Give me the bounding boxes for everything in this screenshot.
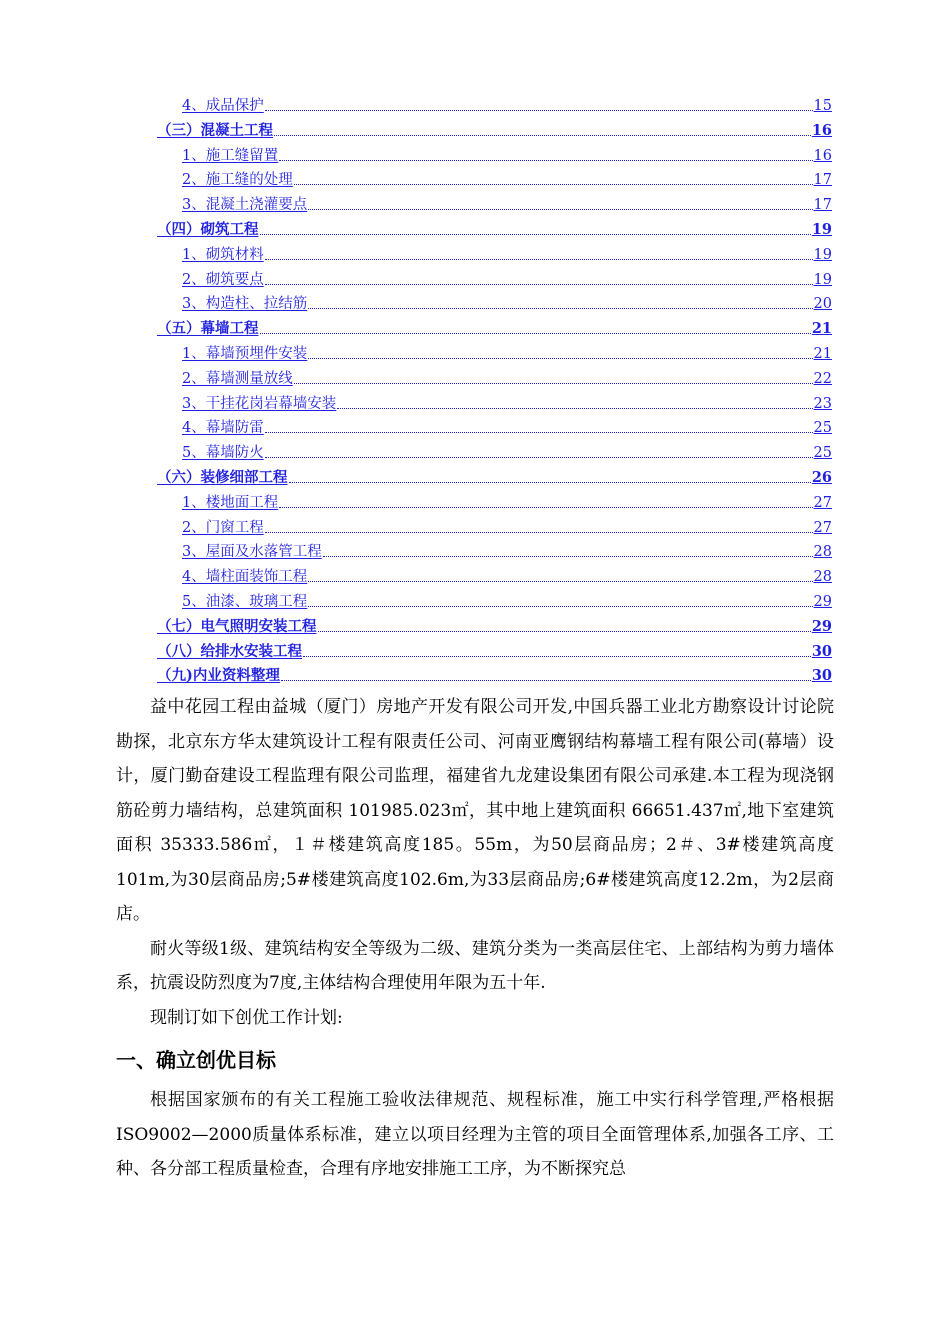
toc-entry-title[interactable]: 4、成品保护 [182, 98, 264, 114]
toc-entry[interactable] [0, 640, 832, 665]
toc-entry-page-number[interactable]: 16 [811, 121, 832, 139]
toc-entry[interactable] [0, 516, 832, 541]
toc-entry-title[interactable]: （八）给排水安装工程 [157, 642, 302, 660]
toc-entry[interactable] [0, 168, 832, 193]
toc-entry-page-number[interactable]: 21 [811, 320, 832, 338]
toc-dot-leader [265, 519, 813, 533]
toc-entry-page-number[interactable]: 22 [813, 370, 832, 387]
toc-dot-leader [308, 593, 812, 607]
toc-dot-leader [281, 667, 811, 681]
toc-dot-leader [308, 196, 812, 210]
toc-entry[interactable] [0, 243, 832, 268]
toc-dot-leader [308, 568, 812, 582]
toc-entry-page-number[interactable]: 30 [811, 642, 832, 660]
toc-dot-leader [308, 345, 812, 359]
toc-dot-leader [337, 395, 812, 409]
toc-entry-title[interactable]: 4、墙柱面装饰工程 [182, 569, 308, 586]
toc-entry-page-number[interactable]: 20 [813, 296, 832, 313]
toc-entry-title[interactable]: 2、门窗工程 [182, 519, 264, 536]
toc-entry-page-number[interactable]: 29 [811, 617, 832, 635]
toc-dot-leader [260, 320, 811, 334]
toc-entry-title[interactable]: 4、幕墙防雷 [182, 420, 264, 437]
toc-entry[interactable] [0, 441, 832, 466]
toc-dot-leader [265, 271, 813, 285]
toc-entry[interactable] [0, 664, 832, 689]
table-of-contents [0, 94, 950, 689]
section-heading: 一、确立创优目标 [116, 1048, 276, 1072]
toc-entry-title[interactable]: （五）幕墙工程 [157, 320, 259, 338]
toc-dot-leader [303, 643, 811, 657]
toc-entry-title[interactable]: 3、构造柱、拉结筋 [182, 296, 308, 313]
toc-entry-title[interactable]: 2、幕墙测量放线 [182, 370, 293, 387]
toc-entry-page-number[interactable]: 16 [813, 147, 832, 164]
plan-intro-paragraph: 现制订如下创优工作计划: [150, 1007, 343, 1028]
toc-entry[interactable] [0, 193, 832, 218]
document-body [116, 690, 834, 1187]
toc-entry[interactable] [0, 491, 832, 516]
toc-dot-leader [323, 543, 813, 557]
toc-entry-title[interactable]: （四）砌筑工程 [157, 220, 259, 238]
toc-entry-title[interactable]: 5、油漆、玻璃工程 [182, 593, 308, 610]
toc-entry-title[interactable]: 1、施工缝留置 [182, 147, 279, 164]
toc-entry[interactable] [0, 466, 832, 491]
toc-entry-title[interactable]: （三）混凝土工程 [157, 121, 273, 139]
toc-entry-title[interactable]: 1、砌筑材料 [182, 246, 264, 263]
toc-entry-page-number[interactable]: 19 [813, 246, 832, 263]
intro-paragraph: 益中花园工程由益城（厦门）房地产开发有限公司开发,中国兵器工业北方勘察设计讨论院勘探，北京东方华太建筑设计工程有限责任公司、河南亚鹰钢结构幕墙工程有限公司(幕墙）设计，厦门勤奋建设工程监理有限公司监理，福建省九龙建设集团有限公司承建.本工程为现浇钢筋砼剪力墙结构，总建筑面积 101985.023㎡，其中地上建筑面积 66651.437㎡,地下室建筑面积 35333.586㎡，１＃楼建筑高度185。55m，为50层商品房；2＃、3#楼建筑高度101m,为30层商品房;5#楼建筑高度102.6m,为33层商品房;6#楼建筑高度12.2m，为2层商店。 [116, 697, 834, 924]
toc-entry-title[interactable]: 1、楼地面工程 [182, 494, 279, 511]
toc-entry-title[interactable]: 3、干挂花岗岩幕墙安装 [182, 395, 337, 412]
toc-entry[interactable] [0, 317, 832, 342]
toc-entry-page-number[interactable]: 25 [813, 420, 832, 437]
goal-paragraph: 根据国家颁布的有关工程施工验收法律规范、规程标准，施工中实行科学管理,严格根据ISO9002—2000质量体系标准，建立以项目经理为主管的项目全面管理体系,加强各工序、工种、各分部工程质量检查，合理有序地安排施工工序，为不断探究总 [116, 1090, 834, 1179]
toc-entry-page-number[interactable]: 27 [813, 494, 832, 511]
toc-dot-leader [318, 618, 811, 632]
toc-entry-page-number[interactable]: 29 [813, 593, 832, 610]
toc-entry-page-number[interactable]: 23 [813, 395, 832, 412]
toc-dot-leader [294, 171, 813, 185]
toc-dot-leader [265, 419, 813, 433]
toc-dot-leader [294, 370, 813, 384]
toc-entry-page-number[interactable]: 19 [813, 271, 832, 288]
toc-dot-leader [265, 246, 813, 260]
toc-dot-leader [289, 469, 811, 483]
toc-entry-title[interactable]: 3、混凝土浇灌要点 [182, 197, 308, 214]
toc-entry-page-number[interactable]: 17 [813, 197, 832, 214]
toc-entry-title[interactable]: 5、幕墙防火 [182, 445, 264, 462]
toc-entry-title[interactable]: 2、施工缝的处理 [182, 172, 293, 189]
toc-dot-leader [260, 221, 811, 235]
toc-entry[interactable] [0, 590, 832, 615]
toc-entry-page-number[interactable]: 25 [813, 445, 832, 462]
toc-entry-title[interactable]: 1、幕墙预埋件安装 [182, 345, 308, 362]
toc-dot-leader [274, 122, 811, 136]
toc-entry[interactable] [0, 119, 832, 144]
toc-entry-page-number[interactable]: 27 [813, 519, 832, 536]
toc-entry[interactable] [0, 268, 832, 293]
toc-entry-page-number[interactable]: 30 [811, 667, 832, 685]
toc-dot-leader [279, 147, 812, 161]
toc-entry-page-number[interactable]: 21 [813, 345, 832, 362]
toc-dot-leader [265, 97, 813, 111]
toc-entry[interactable] [0, 367, 832, 392]
toc-entry-title[interactable]: （九)内业资料整理 [157, 667, 280, 685]
toc-dot-leader [265, 444, 813, 458]
toc-entry-title[interactable]: 2、砌筑要点 [182, 271, 264, 288]
toc-entry[interactable] [0, 218, 832, 243]
toc-entry-page-number[interactable]: 15 [813, 98, 832, 114]
toc-entry[interactable] [0, 342, 832, 367]
toc-dot-leader [279, 494, 812, 508]
toc-entry-page-number[interactable]: 28 [813, 569, 832, 586]
toc-entry[interactable] [0, 392, 832, 417]
toc-entry-page-number[interactable]: 28 [813, 544, 832, 561]
toc-entry[interactable] [0, 144, 832, 169]
toc-entry-title[interactable]: 3、屋面及水落管工程 [182, 544, 322, 561]
toc-entry[interactable] [0, 565, 832, 590]
toc-dot-leader [308, 295, 812, 309]
toc-entry[interactable] [0, 292, 832, 317]
toc-entry-page-number[interactable]: 26 [811, 468, 832, 486]
toc-entry[interactable] [0, 416, 832, 441]
toc-entry-title[interactable]: （七）电气照明安装工程 [157, 617, 317, 635]
toc-entry[interactable] [0, 540, 832, 565]
toc-entry[interactable] [0, 94, 832, 119]
toc-entry-title[interactable]: （六）装修细部工程 [157, 468, 288, 486]
toc-entry-page-number[interactable]: 19 [811, 220, 832, 238]
fire-rating-paragraph: 耐火等级1级、建筑结构安全等级为二级、建筑分类为一类高层住宅、上部结构为剪力墙体系，抗震设防烈度为7度,主体结构合理使用年限为五十年. [116, 938, 834, 993]
toc-entry[interactable] [0, 615, 832, 640]
toc-entry-page-number[interactable]: 17 [813, 172, 832, 189]
